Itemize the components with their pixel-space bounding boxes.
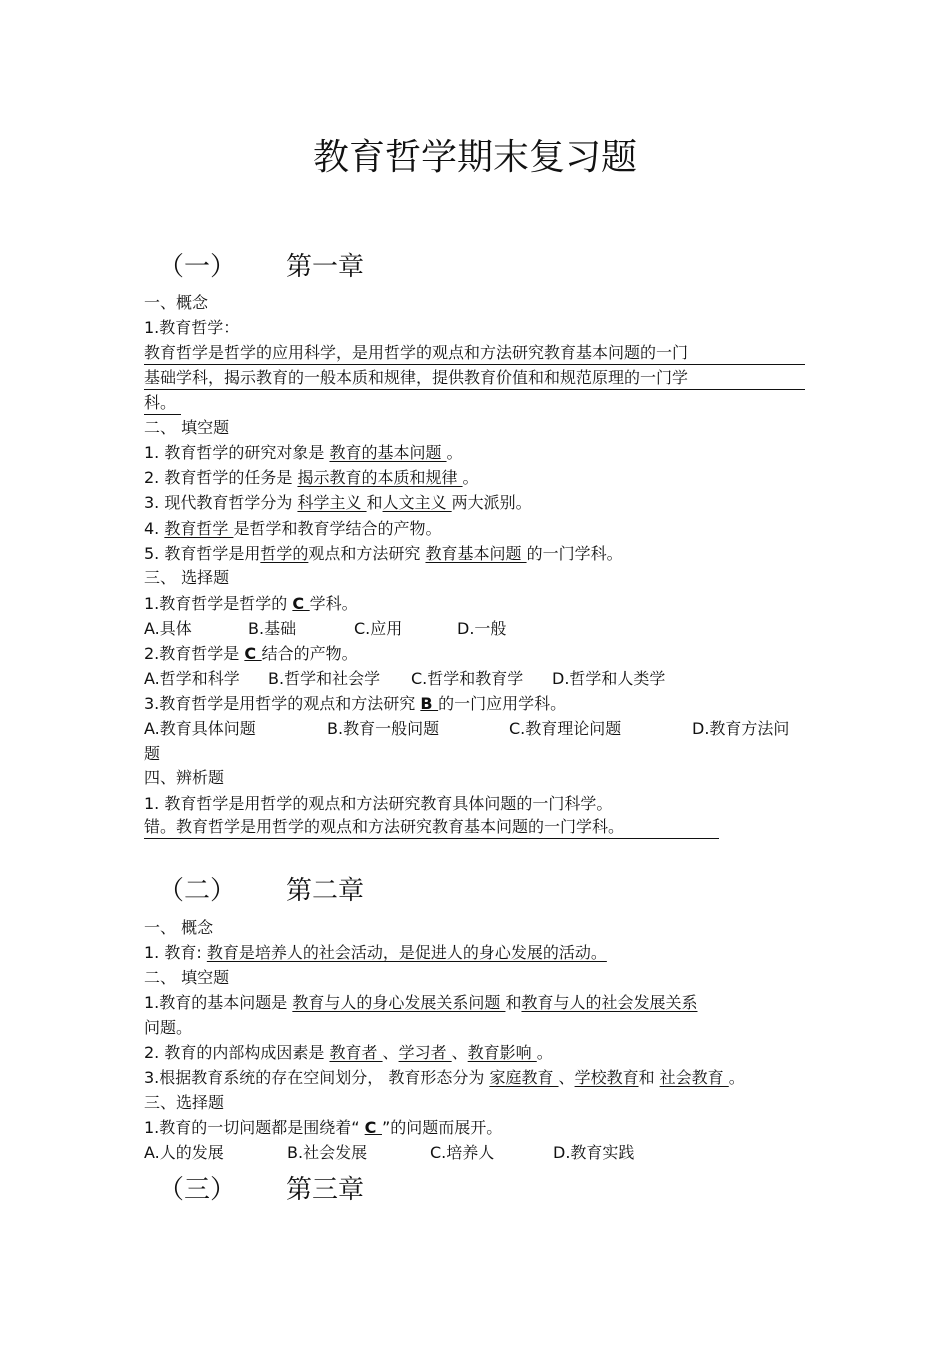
answer-blank: 社会教育 <box>659 1068 729 1087</box>
section-fill-blank: 二、 填空题 <box>144 418 230 437</box>
answer-blank: 教育哲学 <box>164 519 234 538</box>
chapter-number: （三） <box>158 1175 237 1205</box>
fill-item-1: 1.教育的基本问题是 教育与人的身心发展关系问题 和教育与人的社会发展关系 <box>144 993 698 1012</box>
answer-letter: C <box>364 1118 382 1137</box>
answer-letter: C <box>292 594 310 613</box>
document-title: 教育哲学期末复习题 <box>312 137 637 178</box>
option: C.培养人 <box>430 1143 495 1162</box>
answer-blank: 学习者 <box>398 1043 452 1062</box>
choice-options-1 <box>144 1142 634 1164</box>
definition-term: 1.教育哲学： <box>144 318 240 337</box>
option: D.哲学和人类学 <box>552 669 666 688</box>
option: A.人的发展 <box>144 1143 224 1162</box>
choice-options-3 <box>144 718 789 740</box>
fill-item-1-wrap: 问题。 <box>144 1018 193 1037</box>
answer-blank: 教育基本问题 <box>425 544 527 563</box>
answer-blank: 学校教育 <box>574 1068 639 1087</box>
option: B.基础 <box>248 619 297 638</box>
definition-item-1: 1. 教育: 教育是培养人的社会活动，是促进人的身心发展的活动。 <box>144 942 687 964</box>
option: A.哲学和科学 <box>144 669 240 688</box>
chapter-2-heading <box>158 874 364 908</box>
section-concept: 一、概念 <box>144 293 209 312</box>
answer-letter: B <box>420 694 439 713</box>
choice-options-3-wrap: 题 <box>144 744 161 763</box>
answer-blank: 教育与人的身心发展关系问题 <box>292 993 506 1012</box>
choice-question-3: 3.教育哲学是用哲学的观点和方法研究 B 的一门应用学科。 <box>144 694 567 713</box>
answer-blank: 揭示教育的本质和规律 <box>297 468 463 487</box>
answer-blank: 科学主义 <box>297 493 367 512</box>
section-choice: 三、选择题 <box>144 1093 225 1112</box>
analysis-item-1: 1. 教育哲学是用哲学的观点和方法研究教育具体问题的一门科学。 <box>144 794 613 813</box>
chapter-number: （二） <box>158 876 237 906</box>
answer-blank: 教育影响 <box>467 1043 537 1062</box>
fill-item-4: 4. 教育哲学 是哲学和教育学结合的产物。 <box>144 519 442 538</box>
choice-question-1: 1.教育哲学是哲学的 C 学科。 <box>144 594 358 613</box>
answer-blank: 教育与人的社会发展关系 <box>521 993 698 1012</box>
option: B.教育一般问题 <box>327 719 440 738</box>
option: D.教育方法问 <box>692 719 790 738</box>
section-fill-blank: 二、 填空题 <box>144 968 230 987</box>
choice-options-1 <box>144 618 506 640</box>
section-analysis: 四、辨析题 <box>144 768 225 787</box>
answer-blank: 人文主义 <box>382 493 452 512</box>
option: D.教育实践 <box>553 1143 635 1162</box>
definition-line: 教育哲学是哲学的应用科学，是用哲学的观点和方法研究教育基本问题的一门 <box>144 342 805 365</box>
option: C.应用 <box>354 619 403 638</box>
option: D.一般 <box>457 619 507 638</box>
choice-question-2: 2.教育哲学是 C 结合的产物。 <box>144 644 358 663</box>
chapter-name: 第一章 <box>286 252 365 282</box>
fill-item-3: 3.根据教育系统的存在空间划分， 教育形态分为 家庭教育 、学校教育和 社会教育 。 <box>144 1068 745 1087</box>
chapter-1-heading <box>158 250 364 284</box>
definition-line: 科。 <box>144 392 181 415</box>
fill-item-1: 1. 教育哲学的研究对象是 教育的基本问题 。 <box>144 443 463 462</box>
chapter-name: 第三章 <box>286 1175 365 1205</box>
chapter-name: 第二章 <box>286 876 365 906</box>
fill-item-2: 2. 教育哲学的任务是 揭示教育的本质和规律 。 <box>144 468 479 487</box>
answer-letter: C <box>244 644 262 663</box>
choice-question-1: 1.教育的一切问题都是围绕着“ C ”的问题而展开。 <box>144 1118 503 1137</box>
option: A.教育具体问题 <box>144 719 256 738</box>
chapter-3-heading <box>158 1173 364 1207</box>
definition-line: 基础学科，揭示教育的一般本质和规律，提供教育价值和和规范原理的一门学 <box>144 367 805 390</box>
fill-item-5: 5. 教育哲学是用哲学的观点和方法研究 教育基本问题 的一门学科。 <box>144 544 623 563</box>
fill-item-3: 3. 现代教育哲学分为 科学主义 和人文主义 两大派别。 <box>144 493 532 512</box>
answer-blank: 教育者 <box>329 1043 383 1062</box>
answer-blank: 教育是培养人的社会活动，是促进人的身心发展的活动。 <box>206 943 607 962</box>
analysis-answer: 错。教育哲学是用哲学的观点和方法研究教育基本问题的一门学科。 <box>144 816 719 839</box>
option: C.哲学和教育学 <box>411 669 524 688</box>
answer-blank: 哲学的 <box>260 544 309 563</box>
section-concept: 一、 概念 <box>144 918 214 937</box>
option: B.哲学和社会学 <box>268 669 381 688</box>
option: A.具体 <box>144 619 192 638</box>
option: C.教育理论问题 <box>509 719 622 738</box>
answer-blank: 家庭教育 <box>489 1068 559 1087</box>
section-choice: 三、 选择题 <box>144 568 230 587</box>
chapter-number: （一） <box>158 252 237 282</box>
fill-item-2: 2. 教育的内部构成因素是 教育者 、学习者 、教育影响 。 <box>144 1043 553 1062</box>
option: B.社会发展 <box>287 1143 368 1162</box>
answer-blank: 教育的基本问题 <box>329 443 447 462</box>
choice-options-2 <box>144 668 665 690</box>
